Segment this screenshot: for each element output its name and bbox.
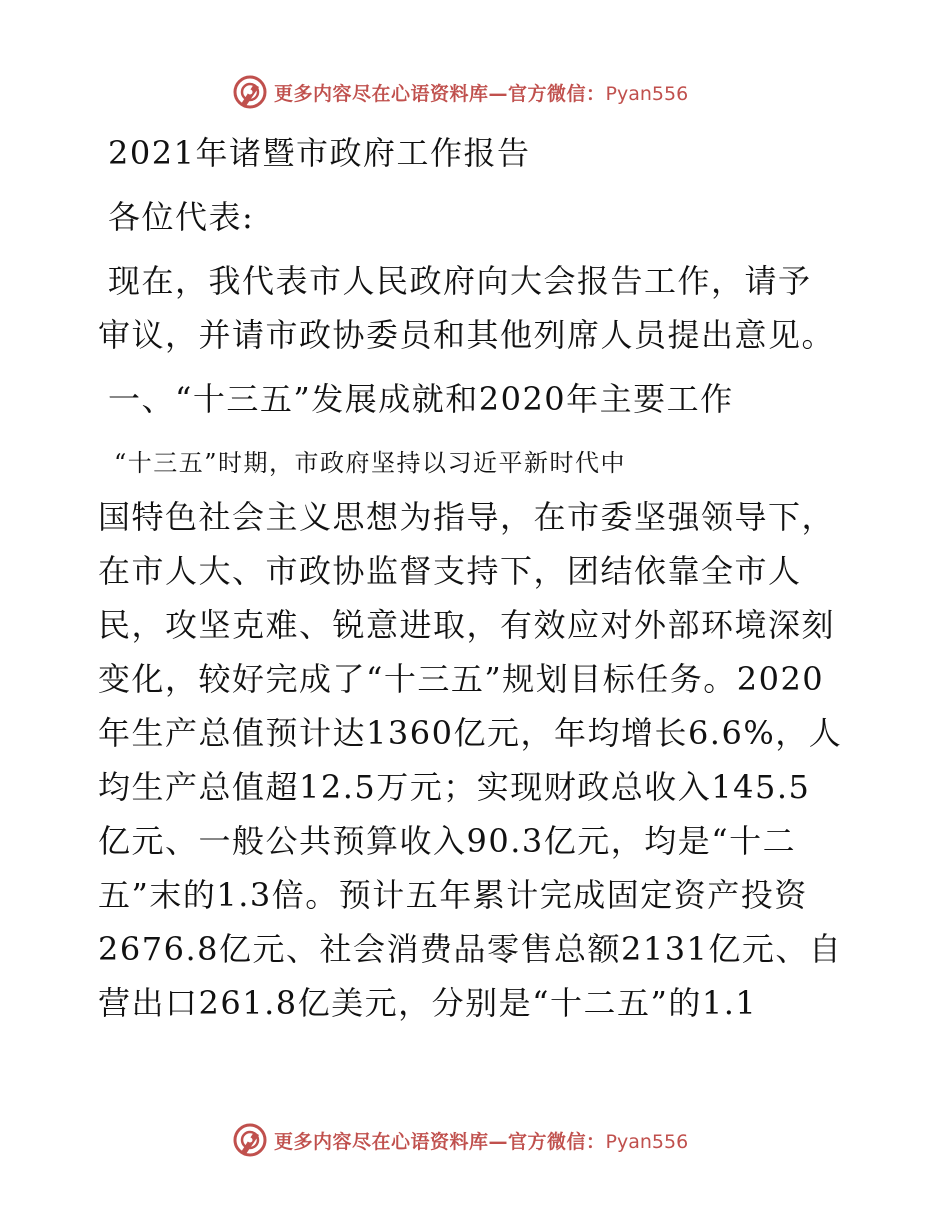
intro-line: 审议，并请市政协委员和其他列席人员提出意见。 (98, 316, 836, 354)
pen-logo-icon (232, 1122, 268, 1158)
paragraph-line: 国特色社会主义思想为指导，在市委坚强领导下， (98, 498, 836, 536)
paragraph-line: 五”末的1.3倍。预计五年累计完成固定资产投资 (98, 876, 808, 914)
document-body (98, 126, 860, 1030)
paragraph-line: 亿元、一般公共预算收入90.3亿元，均是“十二 (98, 822, 797, 860)
paragraph-line: “十三五”时期，市政府坚持以习近平新时代中 (114, 449, 627, 477)
paragraph-line: 年生产总值预计达1360亿元，年均增长6.6%，人 (98, 714, 843, 752)
watermark-footer (232, 1120, 688, 1160)
document-title: 2021年诸暨市政府工作报告 (108, 134, 531, 172)
paragraph-line: 变化，较好完成了“十三五”规划目标任务。2020 (98, 660, 825, 698)
paragraph-line: 营出口261.8亿美元，分别是“十二五”的1.1 (98, 984, 758, 1022)
paragraph-line: 在市人大、市政协监督支持下，团结依靠全市人 (98, 552, 802, 590)
paragraph-line: 均生产总值超12.5万元；实现财政总收入145.5 (98, 768, 811, 806)
pen-logo-icon (232, 74, 268, 110)
paragraph-line: 民，攻坚克难、锐意进取，有效应对外部环境深刻 (98, 606, 836, 644)
salutation: 各位代表: (108, 198, 255, 236)
paragraph-line: 2676.8亿元、社会消费品零售总额2131亿元、自 (98, 930, 843, 968)
watermark-text: 更多内容尽在心语资料库—官方微信：Pyan556 (274, 82, 689, 105)
intro-line: 现在，我代表市人民政府向大会报告工作，请予 (108, 262, 812, 300)
watermark-text: 更多内容尽在心语资料库—官方微信：Pyan556 (274, 1130, 689, 1153)
section-heading: 一、“十三五”发展成就和2020年主要工作 (108, 380, 734, 418)
watermark-header (232, 72, 688, 112)
